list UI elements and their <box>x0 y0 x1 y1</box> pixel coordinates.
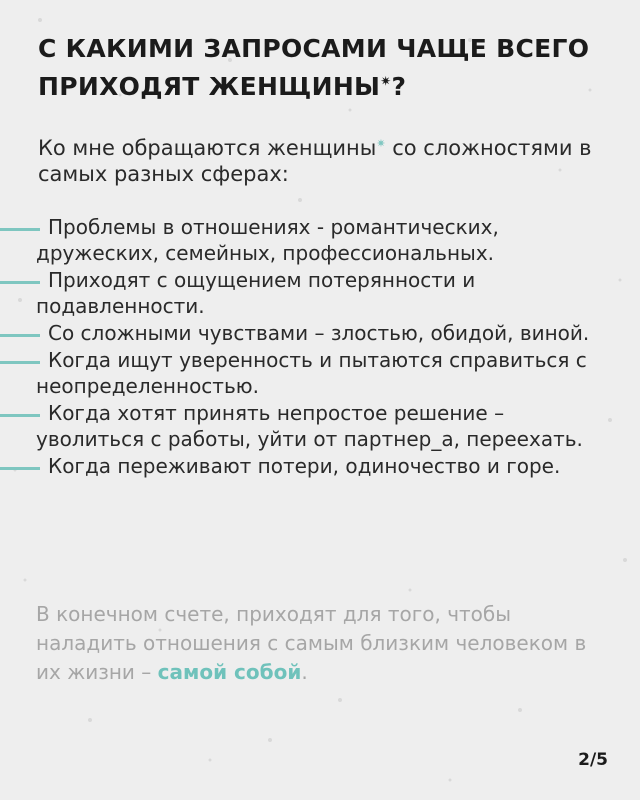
asterisk-icon: ✷ <box>376 137 386 150</box>
title-text: С КАКИМИ ЗАПРОСАМИ ЧАЩЕ ВСЕГО ПРИХОДЯТ ЖЕНЩИНЫ <box>38 34 590 101</box>
dash-marker <box>0 281 40 284</box>
intro-text-after: со сложностями в самых разных сферах: <box>38 136 592 186</box>
list-item <box>0 400 640 452</box>
conclusion-paragraph <box>36 600 606 687</box>
list-item-text: Когда переживают потери, одиночество и горе. <box>48 454 561 478</box>
dash-marker <box>0 467 40 470</box>
dash-marker <box>0 228 40 231</box>
title-suffix: ? <box>391 72 407 101</box>
list-item-text: Приходят с ощущением потерянности и подавленности. <box>36 268 476 318</box>
list-item <box>0 347 640 399</box>
outro-text-after: . <box>301 660 308 684</box>
dash-marker <box>0 334 40 337</box>
list-item-text: Когда хотят принять непростое решение – уволиться с работы, уйти от партнер_а, переехать. <box>36 401 583 451</box>
list-item <box>0 267 640 319</box>
intro-paragraph <box>38 135 608 187</box>
list-item-text: Со сложными чувствами – злостью, обидой, виной. <box>48 321 590 345</box>
intro-text-before: Ко мне обращаются женщины <box>38 136 377 160</box>
page-indicator: 2/5 <box>578 750 608 770</box>
dash-marker <box>0 361 40 364</box>
outro-text-before: В конечном счете, приходят для того, чтобы наладить отношения с самым близким человеком в их жизни – <box>36 602 587 684</box>
list-item <box>0 320 640 346</box>
list-item <box>0 214 640 266</box>
list-item-text: Проблемы в отношениях - романтических, дружеских, семейных, профессиональных. <box>36 215 499 265</box>
page-title <box>38 30 598 106</box>
list-item-text: Когда ищут уверенность и пытаются справиться с неопределенностью. <box>36 348 587 398</box>
asterisk-icon: ✷ <box>380 74 392 90</box>
requests-list <box>0 214 640 480</box>
dash-marker <box>0 414 40 417</box>
list-item <box>0 453 640 479</box>
highlight-text: самой собой <box>157 660 302 684</box>
